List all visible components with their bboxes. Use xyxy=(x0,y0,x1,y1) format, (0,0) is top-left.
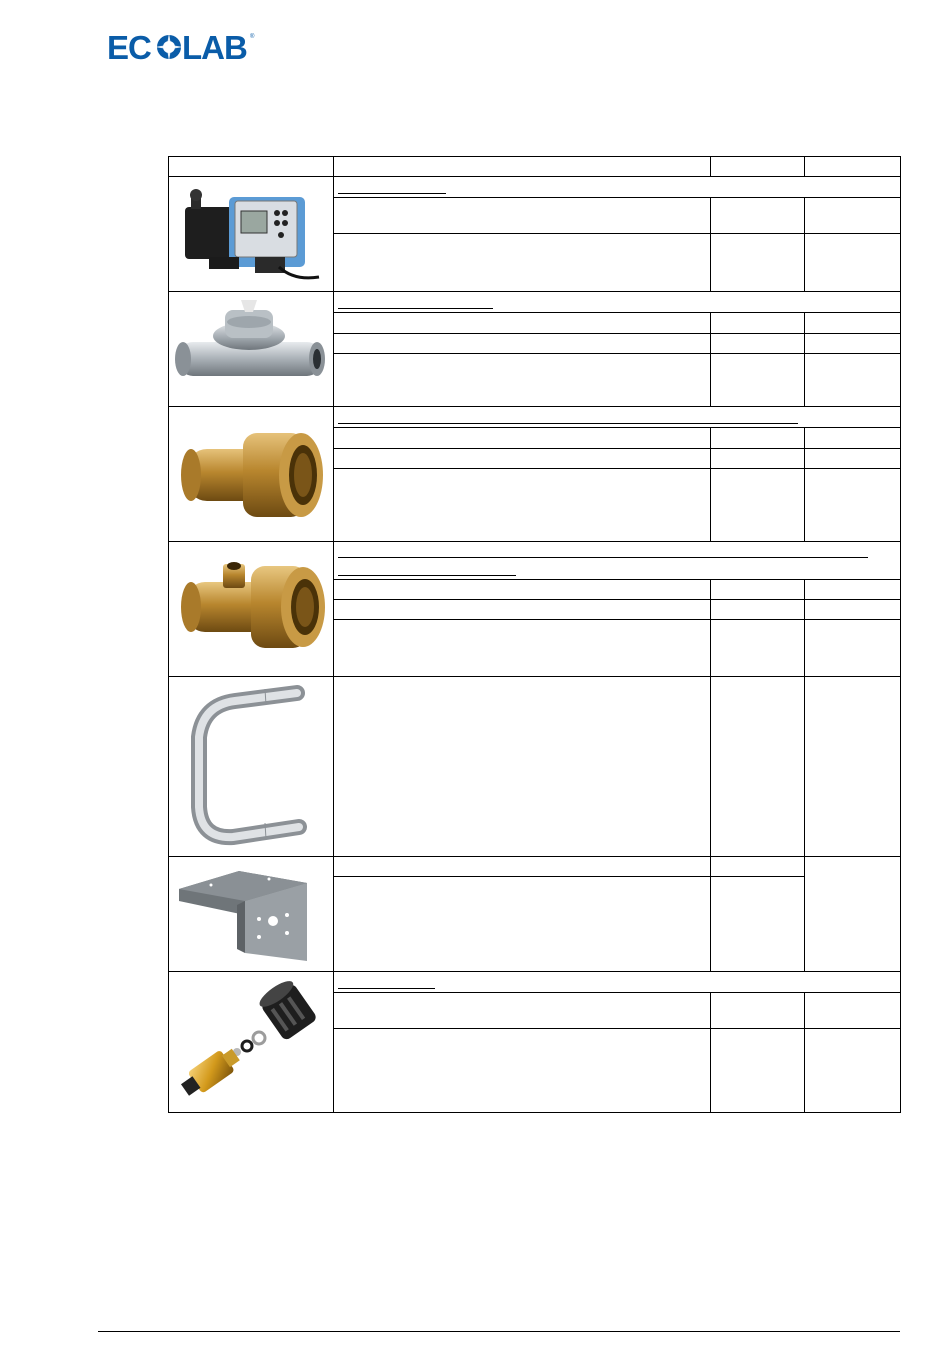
part-number-cell xyxy=(805,198,901,234)
meter-section-title xyxy=(334,292,901,313)
header-description xyxy=(334,157,711,177)
table-row xyxy=(169,677,901,857)
valve-section-title xyxy=(334,972,901,993)
table-row xyxy=(169,542,901,580)
table-row xyxy=(169,177,901,198)
header-part-number xyxy=(805,157,901,177)
part-number-cell xyxy=(805,993,901,1029)
bent-tube-cell xyxy=(169,677,334,857)
injection-valve-cell xyxy=(169,972,334,1113)
injection-title-underline-2 xyxy=(338,575,516,576)
header-quantity xyxy=(711,157,805,177)
quantity-cell xyxy=(711,579,805,599)
bent-suction-tube-image xyxy=(169,677,331,855)
part-number-cell xyxy=(805,579,901,599)
wall-bracket-image xyxy=(169,857,331,971)
pump-section-title xyxy=(334,177,901,198)
table-row xyxy=(169,292,901,313)
dosing-pump-image xyxy=(169,177,331,289)
quantity-cell xyxy=(711,313,805,333)
part-number-cell xyxy=(805,428,901,448)
table-header-row xyxy=(169,157,901,177)
table-row xyxy=(169,857,901,877)
water-meter-image xyxy=(169,292,331,406)
quantity-cell xyxy=(711,599,805,619)
injection-title-underline-1 xyxy=(338,557,868,558)
quantity-cell xyxy=(711,468,805,541)
description-cell xyxy=(334,468,711,541)
quantity-cell xyxy=(711,354,805,407)
quantity-cell xyxy=(711,677,805,857)
quantity-cell xyxy=(711,993,805,1029)
part-number-cell xyxy=(805,857,901,972)
brass-adapter-image xyxy=(169,407,331,541)
description-cell xyxy=(334,620,711,677)
footer-rule xyxy=(98,1331,900,1332)
part-number-cell xyxy=(805,468,901,541)
quantity-cell xyxy=(711,234,805,292)
table-row xyxy=(169,972,901,993)
part-number-cell xyxy=(805,620,901,677)
quantity-cell xyxy=(711,333,805,353)
quantity-cell xyxy=(711,857,805,877)
dosing-pump-cell xyxy=(169,177,334,292)
table-row xyxy=(169,407,901,428)
part-number-cell xyxy=(805,677,901,857)
quantity-cell xyxy=(711,448,805,468)
description-cell xyxy=(334,354,711,407)
water-meter-cell xyxy=(169,292,334,407)
description-cell xyxy=(334,677,711,857)
part-number-cell xyxy=(805,313,901,333)
part-number-cell xyxy=(805,354,901,407)
part-number-cell xyxy=(805,333,901,353)
svg-text:LAB: LAB xyxy=(182,29,247,66)
spare-parts-table xyxy=(168,156,901,1113)
part-number-cell xyxy=(805,599,901,619)
quantity-cell xyxy=(711,877,805,972)
description-cell xyxy=(334,448,711,468)
adapter-section-title xyxy=(334,407,901,428)
part-number-cell xyxy=(805,234,901,292)
part-number-cell xyxy=(805,448,901,468)
description-cell xyxy=(334,333,711,353)
wall-bracket-cell xyxy=(169,857,334,972)
quantity-cell xyxy=(711,198,805,234)
description-cell xyxy=(334,993,711,1029)
description-cell xyxy=(334,877,711,972)
svg-text:EC: EC xyxy=(107,29,151,66)
injection-valve-kit-image xyxy=(169,972,331,1112)
description-cell xyxy=(334,599,711,619)
description-cell xyxy=(334,313,711,333)
quantity-cell xyxy=(711,428,805,448)
quantity-cell xyxy=(711,1029,805,1113)
brass-injection-adapter-image xyxy=(169,542,331,676)
meter-title-underline xyxy=(338,308,493,309)
valve-title-underline xyxy=(338,988,435,989)
header-image xyxy=(169,157,334,177)
brass-adapter-cell xyxy=(169,407,334,542)
description-cell xyxy=(334,428,711,448)
description-cell xyxy=(334,857,711,877)
description-cell xyxy=(334,1029,711,1113)
quantity-cell xyxy=(711,620,805,677)
description-cell xyxy=(334,198,711,234)
injection-adapter-section-title xyxy=(334,542,901,580)
pump-title-underline xyxy=(338,193,446,194)
brass-injection-adapter-cell xyxy=(169,542,334,677)
svg-text:®: ® xyxy=(250,34,255,40)
adapter-title-underline xyxy=(338,423,798,424)
description-cell xyxy=(334,234,711,292)
ecolab-logo xyxy=(107,28,257,66)
part-number-cell xyxy=(805,1029,901,1113)
description-cell xyxy=(334,579,711,599)
